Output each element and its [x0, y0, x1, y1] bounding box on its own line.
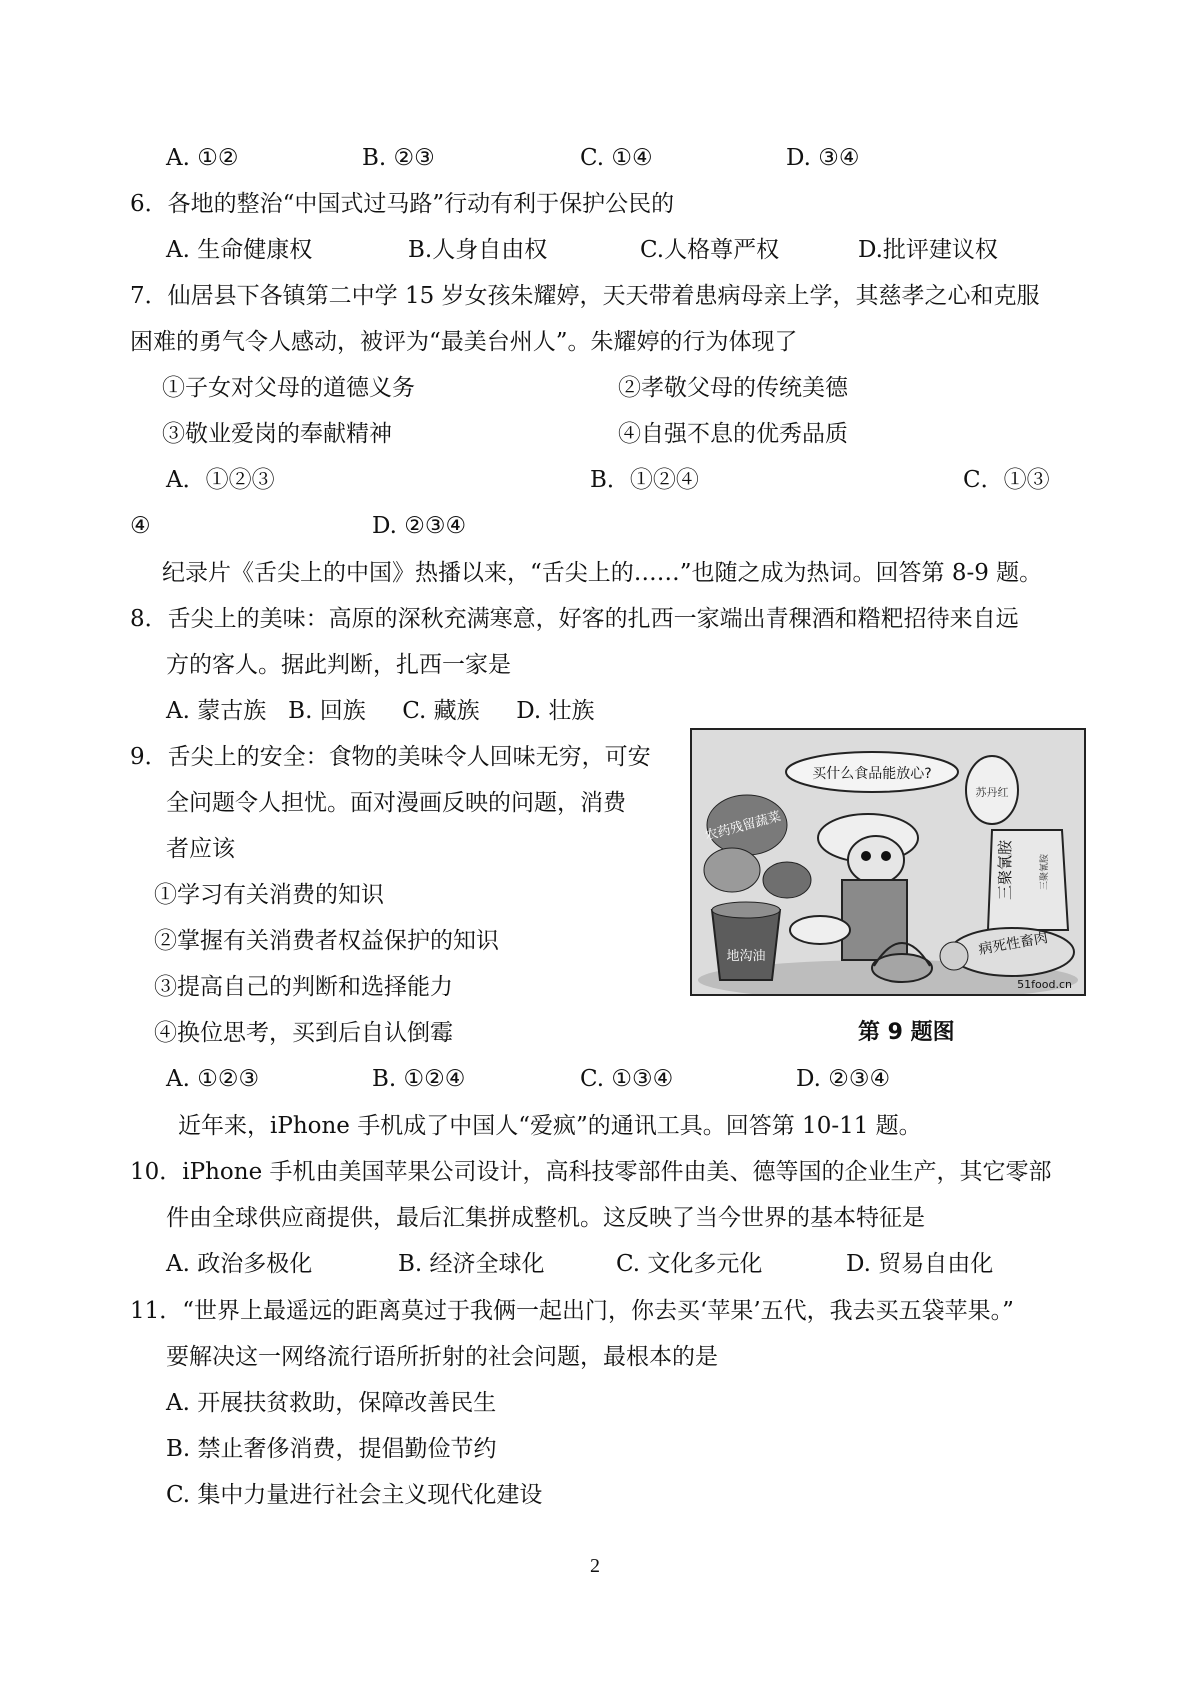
q7-stem-line2: 困难的勇气令人感动，被评为“最美台州人”。朱耀婷的行为体现了 [130, 329, 798, 355]
q7-option-a: A．①②③ [166, 467, 275, 493]
q6-option-a: A. 生命健康权 [166, 237, 313, 263]
q9-stem-line3: 者应该 [166, 836, 235, 862]
q6-option-c: C.人格尊严权 [640, 237, 780, 263]
q9-statement-4: ④换位思考，买到后自认倒霉 [154, 1020, 453, 1046]
q5-option-c: C. ①④ [580, 145, 653, 171]
cartoon-site-label: 51food.cn [1017, 978, 1072, 991]
q9-option-d: D. ②③④ [796, 1066, 891, 1092]
q7-statement-3: ③敬业爱岗的奉献精神 [162, 421, 392, 447]
page-number: 2 [590, 1555, 600, 1577]
q9-statement-2: ②掌握有关消费者权益保护的知识 [154, 928, 499, 954]
q11-stem-line1: 11．“世界上最遥远的距离莫过于我俩一起出门，你去买‘苹果’五代，我去买五袋苹果。” [130, 1298, 1014, 1324]
q10-stem-line2: 件由全球供应商提供，最后汇集拼成整机。这反映了当今世界的基本特征是 [166, 1205, 925, 1231]
q8-stem-line2: 方的客人。据此判断，扎西一家是 [166, 652, 511, 678]
cartoon-egg-label: 苏丹红 [975, 786, 1009, 799]
q9-statement-1: ①学习有关消费的知识 [154, 882, 384, 908]
q10-option-d: D. 贸易自由化 [846, 1251, 994, 1277]
q10-option-a: A. 政治多极化 [166, 1251, 313, 1277]
q11-option-a: A. 开展扶贫救助，保障改善民生 [166, 1390, 497, 1416]
q9-option-b: B. ①②④ [372, 1066, 466, 1092]
q8-options: A. 蒙古族 B. 回族 C. 藏族 D. 壮族 [166, 698, 595, 724]
q10-stem-line1: 10．iPhone 手机由美国苹果公司设计，高科技零部件由美、德等国的企业生产，其它零部 [130, 1159, 1052, 1185]
q9-stem-line2: 全问题令人担忧。面对漫画反映的问题，消费 [166, 790, 626, 816]
q9-figure-caption: 第 9 题图 [858, 1020, 955, 1045]
q9-stem-line1: 9．舌尖上的安全：食物的美味令人回味无穷，可安 [130, 744, 651, 770]
cartoon-sack-small-label: 三聚氰胺 [1040, 853, 1050, 890]
q5-option-d: D. ③④ [786, 145, 860, 171]
q7-statement-2: ②孝敬父母的传统美德 [618, 375, 848, 401]
cartoon-veg-label: 农药残留蔬菜 [703, 809, 783, 844]
q9-option-a: A. ①②③ [166, 1066, 260, 1092]
q7-statement-4: ④自强不息的优秀品质 [618, 421, 848, 447]
food-safety-cartoon [690, 728, 1086, 996]
q11-option-b: B. 禁止奢侈消费，提倡勤俭节约 [166, 1436, 497, 1462]
intro-q10-11: 近年来，iPhone 手机成了中国人“爱疯”的通讯工具。回答第 10-11 题。 [178, 1113, 922, 1139]
cartoon-pig-label: 病死性畜肉 [977, 930, 1050, 959]
q7-stem-line1: 7．仙居县下各镇第二中学 15 岁女孩朱耀婷，天天带着患病母亲上学，其慈孝之心和克服 [130, 283, 1040, 309]
cartoon-bubble-text: 买什么食品能放心? [812, 766, 932, 782]
q5-option-a: A. ①② [166, 145, 239, 171]
q8-stem-line1: 8．舌尖上的美味：高原的深秋充满寒意，好客的扎西一家端出青稞酒和糌粑招待来自远 [130, 606, 1019, 632]
q6-stem: 6．各地的整治“中国式过马路”行动有利于保护公民的 [130, 191, 675, 217]
q11-option-c: C. 集中力量进行社会主义现代化建设 [166, 1482, 543, 1508]
cartoon-bucket-label: 地沟油 [726, 949, 766, 964]
q7-option-c-wrap: ④ [130, 513, 151, 539]
q7-option-d: D. ②③④ [372, 513, 467, 539]
q11-stem-line2: 要解决这一网络流行语所折射的社会问题，最根本的是 [166, 1344, 718, 1370]
q6-option-d: D.批评建议权 [858, 237, 998, 263]
q7-option-b: B．①②④ [590, 467, 699, 493]
intro-q8-9: 纪录片《舌尖上的中国》热播以来，“舌尖上的……”也随之成为热词。回答第 8-9 题。 [162, 560, 1043, 586]
q9-option-c: C. ①③④ [580, 1066, 674, 1092]
q10-option-c: C. 文化多元化 [616, 1251, 763, 1277]
q7-statement-1: ①子女对父母的道德义务 [162, 375, 415, 401]
q7-option-c: C．①③ [963, 467, 1050, 493]
q10-option-b: B. 经济全球化 [398, 1251, 545, 1277]
q6-option-b: B.人身自由权 [408, 237, 548, 263]
q9-statement-3: ③提高自己的判断和选择能力 [154, 974, 453, 1000]
cartoon-sack-label: 三聚氰胺 [996, 839, 1014, 900]
q5-option-b: B. ②③ [362, 145, 435, 171]
